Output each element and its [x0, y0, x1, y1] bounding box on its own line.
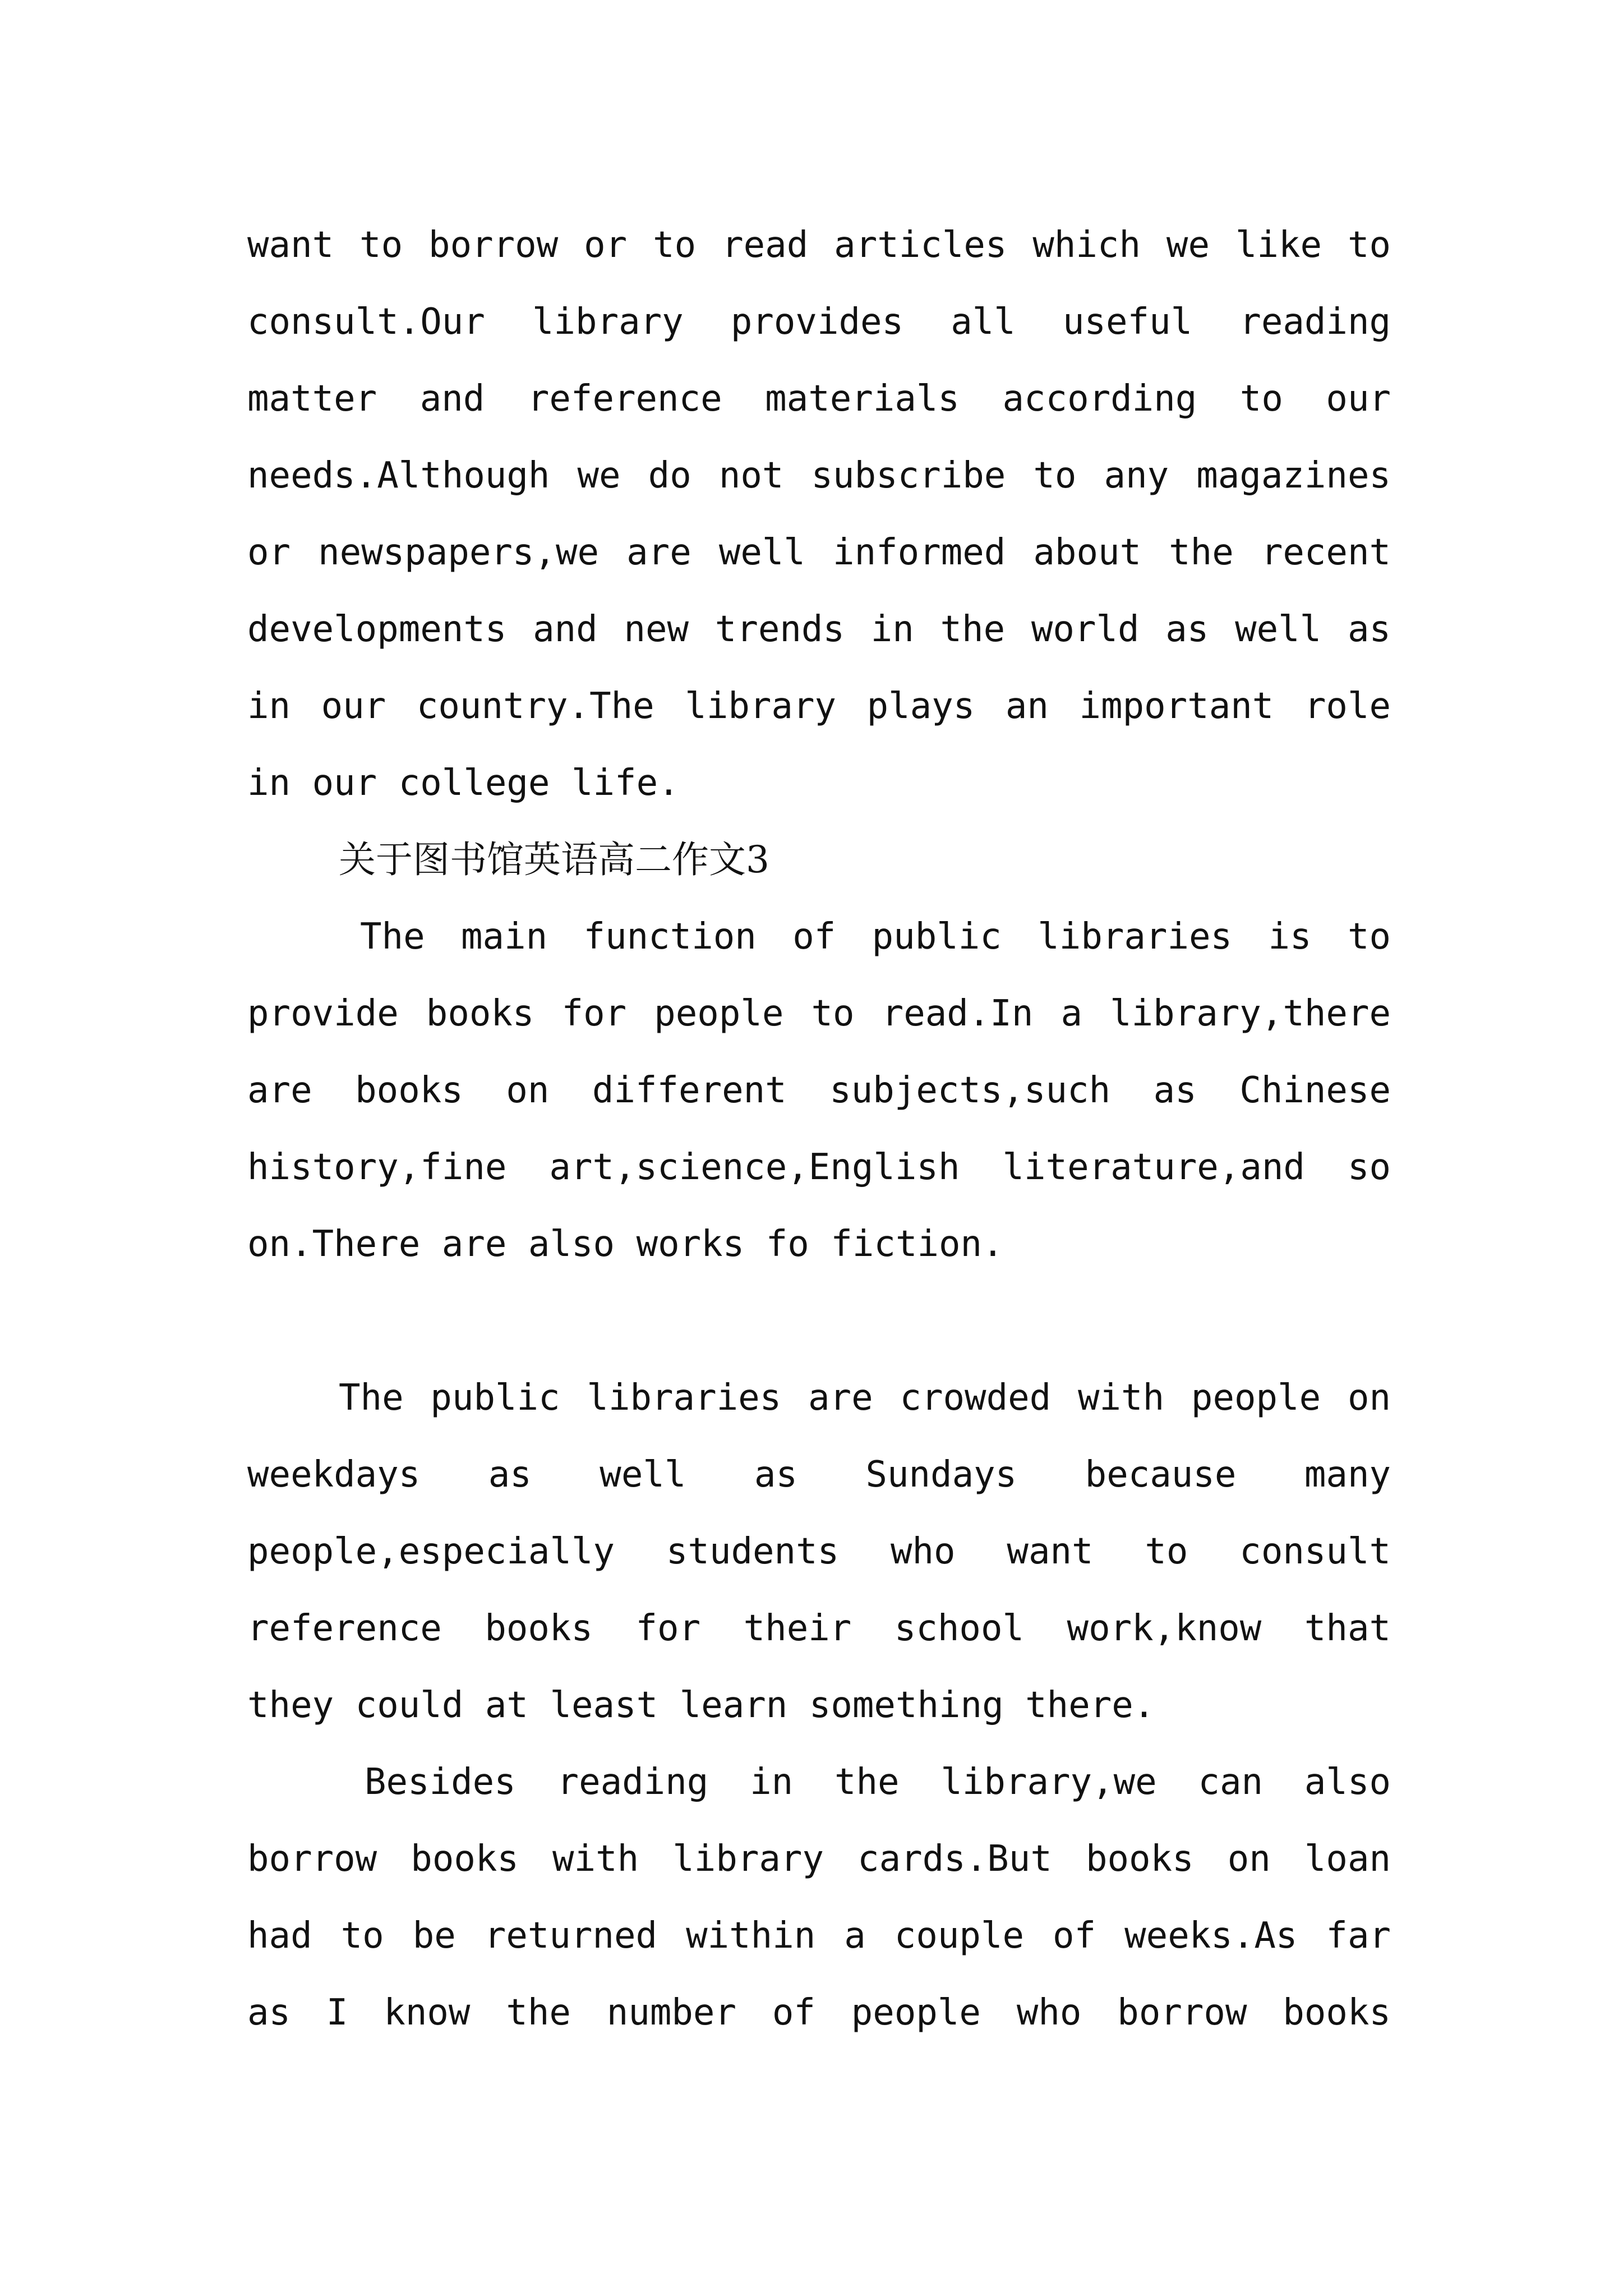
paragraph-4-line-4: as I know the number of people who borrow books	[247, 1992, 1391, 2033]
paragraph-3-line-3: people,especially students who want to consult	[247, 1531, 1391, 1572]
paragraph-3-line-1: The public libraries are crowded with people on	[339, 1377, 1391, 1419]
paragraph-2-line-2: provide books for people to read.In a library,there	[247, 993, 1391, 1034]
paragraph-2-line-5: on.There are also works fo fiction.	[247, 1223, 1004, 1265]
paragraph-3-line-4: reference books for their school work,know that	[247, 1608, 1391, 1649]
paragraph-1-line-6: developments and new trends in the world as well as	[247, 609, 1391, 650]
paragraph-4-line-2: borrow books with library cards.But books on loan	[247, 1838, 1391, 1880]
paragraph-2-line-4: history,fine art,science,English literature,and so	[247, 1147, 1391, 1188]
paragraph-2-line-3: are books on different subjects,such as Chinese	[247, 1070, 1391, 1111]
paragraph-1-line-8: in our college life.	[247, 762, 680, 804]
section-heading: 关于图书馆英语高二作文3	[339, 838, 769, 881]
paragraph-2-line-1: The main function of public libraries is to	[360, 916, 1391, 958]
paragraph-1-line-2: consult.Our library provides all useful reading	[247, 301, 1391, 343]
paragraph-1-line-1: want to borrow or to read articles which we like to	[247, 224, 1391, 266]
paragraph-3-line-2: weekdays as well as Sundays because many	[247, 1454, 1391, 1496]
paragraph-1-line-4: needs.Although we do not subscribe to any magazines	[247, 455, 1391, 496]
paragraph-1-line-7: in our country.The library plays an important role	[247, 685, 1391, 727]
paragraph-4-line-1: Besides reading in the library,we can also	[365, 1761, 1391, 1803]
paragraph-4-line-3: had to be returned within a couple of weeks.As far	[247, 1915, 1391, 1957]
paragraph-1-line-3: matter and reference materials according to our	[247, 378, 1391, 420]
paragraph-3-line-5: they could at least learn something there.	[247, 1685, 1155, 1726]
paragraph-1-line-5: or newspapers,we are well informed about the recent	[247, 532, 1391, 573]
